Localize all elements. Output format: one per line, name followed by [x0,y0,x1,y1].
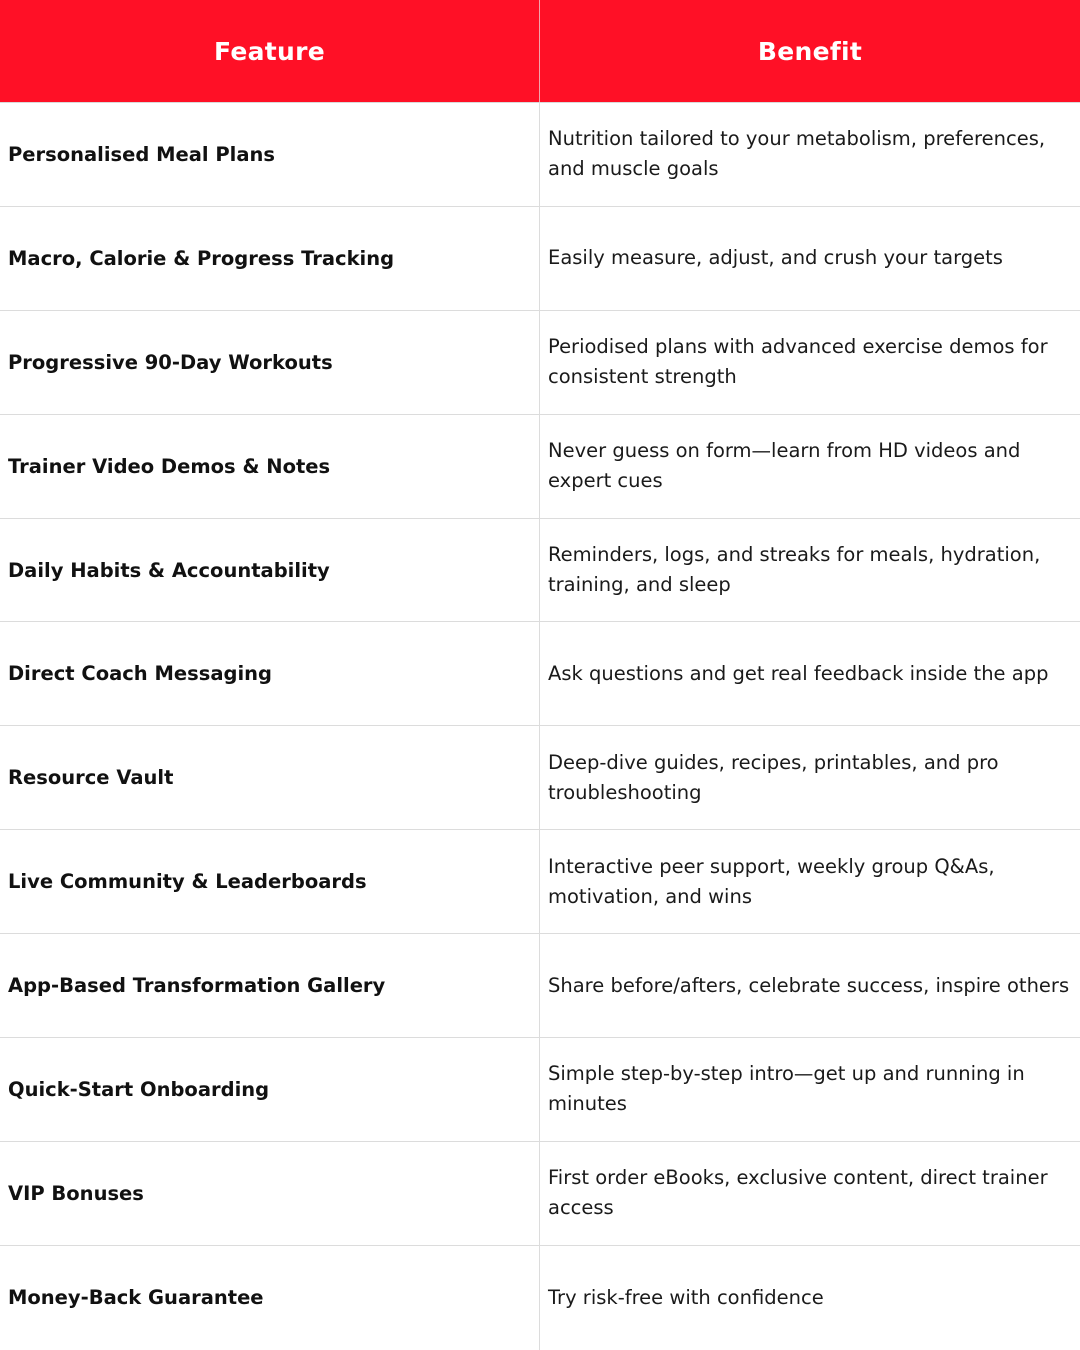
table-row [0,726,1080,830]
feature-cell: Money-Back Guarantee [0,1246,540,1350]
feature-cell: Progressive 90-Day Workouts [0,311,540,414]
benefit-cell: Nutrition tailored to your metabolism, preferences, and muscle goals [548,127,1046,181]
feature-cell: Personalised Meal Plans [0,103,540,206]
benefit-cell: Ask questions and get real feedback inside the app [548,661,1049,685]
table-row [0,311,1080,415]
table-row [0,1038,1080,1142]
table-row [0,207,1080,311]
feature-column-header: Feature [0,0,540,102]
table-row [0,934,1080,1038]
table-row [0,622,1080,726]
table-row [0,830,1080,934]
benefit-cell: Easily measure, adjust, and crush your targets [548,246,1003,270]
table-row [0,519,1080,623]
feature-cell: Live Community & Leaderboards [0,830,540,933]
benefit-cell: Reminders, logs, and streaks for meals, hydration, training, and sleep [548,543,1041,596]
benefit-cell: Periodised plans with advanced exercise demos for consistent strength [548,335,1048,389]
table-row [0,1246,1080,1350]
benefit-cell: Simple step-by-step intro—get up and running in minutes [548,1062,1025,1116]
table-row [0,103,1080,207]
benefit-cell: Deep-dive guides, recipes, printables, and pro troubleshooting [548,750,999,804]
feature-cell: Quick-Start Onboarding [0,1038,540,1141]
feature-cell: Macro, Calorie & Progress Tracking [0,207,540,310]
feature-cell: Direct Coach Messaging [0,622,540,725]
table-header [0,0,1080,103]
table-row [0,415,1080,519]
feature-cell: App-Based Transformation Gallery [0,934,540,1037]
feature-cell: Daily Habits & Accountability [0,519,540,622]
feature-cell: Resource Vault [0,726,540,829]
benefit-cell: Interactive peer support, weekly group Q&As, motivation, and wins [548,854,995,908]
benefit-cell: Never guess on form—learn from HD videos and expert cues [548,439,1021,493]
feature-cell: VIP Bonuses [0,1142,540,1245]
benefit-cell: Try risk-free with confidence [548,1285,824,1309]
benefit-cell: First order eBooks, exclusive content, direct trainer access [548,1166,1048,1220]
benefit-cell: Share before/afters, celebrate success, inspire others [548,973,1070,997]
benefit-column-header: Benefit [757,36,863,66]
feature-cell: Trainer Video Demos & Notes [0,415,540,518]
table-row [0,1142,1080,1246]
